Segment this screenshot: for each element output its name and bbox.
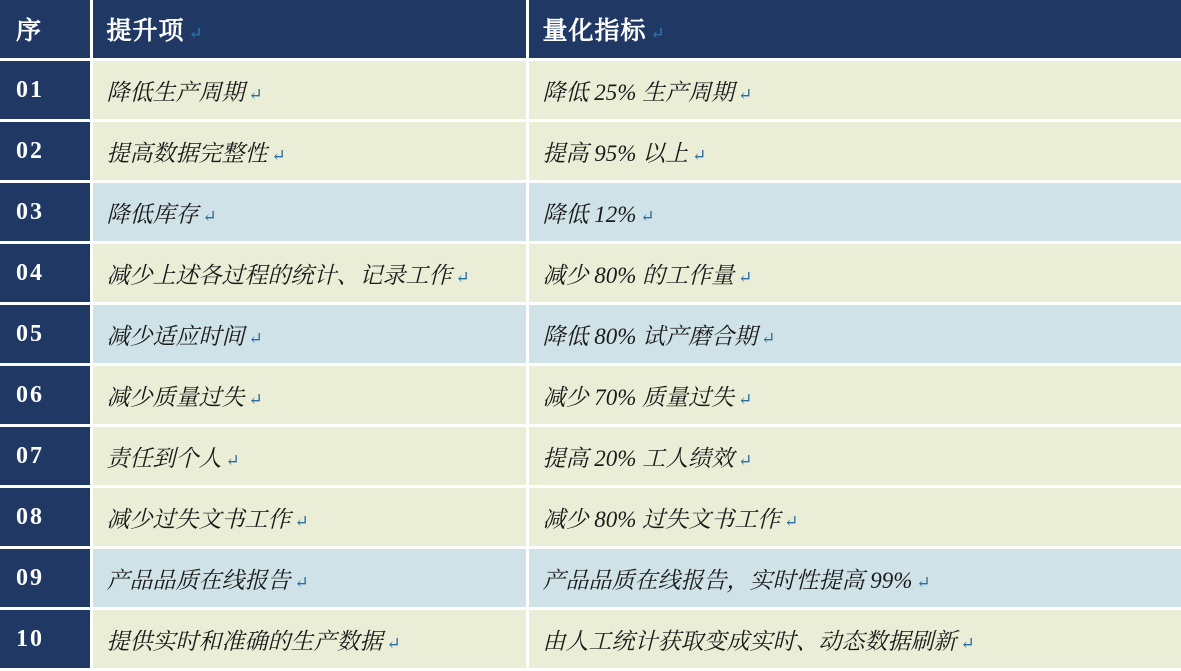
column-header-item <box>91 0 527 60</box>
row-improvement-item <box>91 60 527 121</box>
row-improvement-item <box>91 426 527 487</box>
row-improvement-item-label: 降低生产周期 <box>106 79 245 105</box>
pilcrow-icon: ↵ <box>225 450 240 470</box>
table-row <box>0 548 1181 609</box>
table-header-row <box>0 0 1181 60</box>
row-improvement-item-label: 提高数据完整性 <box>106 140 268 166</box>
row-improvement-item-label: 减少过失文书工作 <box>106 506 291 532</box>
row-quantified-metric-label: 减少 70% 质量过失 <box>542 384 735 410</box>
row-quantified-metric <box>527 609 1181 670</box>
row-sequence-number: 10 <box>0 609 91 670</box>
pilcrow-icon: ↵ <box>738 450 753 470</box>
row-improvement-item <box>91 365 527 426</box>
pilcrow-icon: ↵ <box>761 328 776 348</box>
row-quantified-metric <box>527 548 1181 609</box>
pilcrow-icon: ↵ <box>248 328 263 348</box>
pilcrow-icon: ↵ <box>248 84 263 104</box>
row-quantified-metric <box>527 365 1181 426</box>
pilcrow-icon: ↵ <box>738 84 753 104</box>
row-quantified-metric-label: 提高 20% 工人绩效 <box>542 445 735 471</box>
table-row <box>0 365 1181 426</box>
row-quantified-metric <box>527 426 1181 487</box>
row-improvement-item-label: 提供实时和准确的生产数据 <box>106 628 383 654</box>
table-row <box>0 60 1181 121</box>
table-row <box>0 243 1181 304</box>
table-row <box>0 487 1181 548</box>
pilcrow-icon: ↵ <box>650 24 666 43</box>
column-header-metric <box>527 0 1181 60</box>
pilcrow-icon: ↵ <box>386 633 401 653</box>
pilcrow-icon: ↵ <box>294 511 309 531</box>
row-quantified-metric-label: 提高 95% 以上 <box>542 140 689 166</box>
pilcrow-icon: ↵ <box>738 389 753 409</box>
row-quantified-metric-label: 减少 80% 的工作量 <box>542 262 735 288</box>
row-improvement-item <box>91 487 527 548</box>
row-sequence-number: 04 <box>0 243 91 304</box>
pilcrow-icon: ↵ <box>455 267 470 287</box>
row-improvement-item-label: 责任到个人 <box>106 445 222 471</box>
row-sequence-number: 07 <box>0 426 91 487</box>
row-improvement-item <box>91 243 527 304</box>
row-sequence-number: 08 <box>0 487 91 548</box>
row-quantified-metric-label: 减少 80% 过失文书工作 <box>542 506 781 532</box>
row-improvement-item-label: 减少上述各过程的统计、记录工作 <box>106 262 452 288</box>
row-quantified-metric <box>527 243 1181 304</box>
table-row <box>0 121 1181 182</box>
row-sequence-number: 05 <box>0 304 91 365</box>
row-quantified-metric <box>527 487 1181 548</box>
pilcrow-icon: ↵ <box>960 633 975 653</box>
pilcrow-icon: ↵ <box>738 267 753 287</box>
row-quantified-metric-label: 由人工统计获取变成实时、动态数据刷新 <box>542 628 957 654</box>
row-improvement-item <box>91 548 527 609</box>
row-improvement-item <box>91 304 527 365</box>
row-quantified-metric-label: 降低 80% 试产磨合期 <box>542 323 758 349</box>
column-header-item-label: 提升项 <box>106 18 185 45</box>
table-row <box>0 426 1181 487</box>
row-quantified-metric <box>527 304 1181 365</box>
row-sequence-number: 06 <box>0 365 91 426</box>
pilcrow-icon: ↵ <box>692 145 707 165</box>
row-quantified-metric <box>527 121 1181 182</box>
table-row <box>0 182 1181 243</box>
row-sequence-number: 01 <box>0 60 91 121</box>
table-row <box>0 609 1181 670</box>
row-quantified-metric-label: 产品品质在线报告，实时性提高 99% <box>542 567 913 593</box>
pilcrow-icon: ↵ <box>202 206 217 226</box>
row-quantified-metric-label: 降低 12% <box>542 201 637 227</box>
table-row <box>0 304 1181 365</box>
row-improvement-item-label: 减少适应时间 <box>106 323 245 349</box>
pilcrow-icon: ↵ <box>188 24 204 43</box>
column-header-metric-label: 量化指标 <box>542 18 647 45</box>
row-quantified-metric-label: 降低 25% 生产周期 <box>542 79 735 105</box>
pilcrow-icon: ↵ <box>248 389 263 409</box>
table-body <box>0 60 1181 670</box>
row-improvement-item <box>91 609 527 670</box>
pilcrow-icon: ↵ <box>784 511 799 531</box>
row-quantified-metric <box>527 60 1181 121</box>
table-header <box>0 0 1181 60</box>
pilcrow-icon: ↵ <box>271 145 286 165</box>
row-quantified-metric <box>527 182 1181 243</box>
row-sequence-number: 02 <box>0 121 91 182</box>
row-improvement-item <box>91 121 527 182</box>
pilcrow-icon: ↵ <box>916 572 931 592</box>
row-improvement-item-label: 减少质量过失 <box>106 384 245 410</box>
row-sequence-number: 03 <box>0 182 91 243</box>
row-improvement-item <box>91 182 527 243</box>
row-improvement-item-label: 降低库存 <box>106 201 199 227</box>
pilcrow-icon: ↵ <box>640 206 655 226</box>
row-improvement-item-label: 产品品质在线报告 <box>106 567 291 593</box>
row-sequence-number: 09 <box>0 548 91 609</box>
column-header-seq: 序 <box>0 0 91 60</box>
pilcrow-icon: ↵ <box>294 572 309 592</box>
